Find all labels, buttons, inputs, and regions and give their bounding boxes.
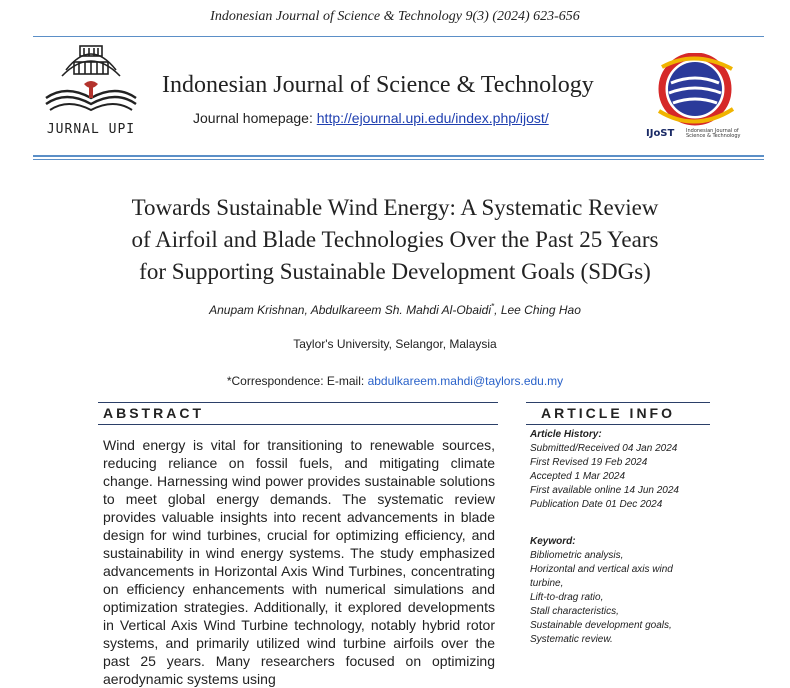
authors [0, 302, 790, 317]
article-info-rule-top [526, 402, 710, 403]
authors-part2: , Lee Ching Hao [494, 303, 581, 317]
correspondence-email[interactable]: abdulkareem.mahdi@taylors.edu.my [367, 374, 564, 388]
keyword-item: Bibliometric analysis, [530, 550, 624, 561]
article-history [530, 428, 710, 512]
journal-name: Indonesian Journal of Science & Technology [162, 72, 594, 98]
abstract-rule-top [98, 402, 498, 403]
homepage-link[interactable]: http://ejournal.upi.edu/index.php/ijost/ [316, 110, 549, 126]
title-line-1: Towards Sustainable Wind Energy: A Systematic Review [131, 195, 659, 220]
history-heading: Article History: [530, 429, 602, 440]
history-item: Submitted/Received 04 Jan 2024 [530, 443, 678, 454]
keyword-item: Stall characteristics, [530, 606, 619, 617]
title-line-2: of Airfoil and Blade Technologies Over the Past 25 Years [131, 227, 659, 252]
journal-homepage [193, 110, 549, 126]
header-divider-thick [33, 155, 764, 157]
corresponding-mark: * [491, 302, 495, 311]
title-line-3: for Supporting Sustainable Development Goals (SDGs) [139, 259, 651, 284]
jurnal-upi-label: JURNAL UPI [46, 122, 136, 137]
ijost-label: IJoST [646, 128, 675, 139]
correspondence [0, 374, 790, 388]
history-item: Accepted 1 Mar 2024 [530, 471, 626, 482]
history-item: First available online 14 Jun 2024 [530, 485, 679, 496]
journal-reference: Indonesian Journal of Science & Technology 9(3) (2024) 623-656 [210, 9, 580, 24]
header-divider-top [33, 36, 764, 37]
abstract-heading: ABSTRACT [103, 405, 204, 421]
article-title [60, 192, 730, 288]
keywords [530, 535, 710, 647]
article-info-rule-bottom [526, 424, 710, 425]
abstract-rule-bottom [98, 424, 498, 425]
keyword-item: Horizontal and vertical axis wind [530, 564, 673, 575]
history-item: Publication Date 01 Dec 2024 [530, 499, 663, 510]
article-info-heading: ARTICLE INFO [541, 405, 675, 421]
history-item: First Revised 19 Feb 2024 [530, 457, 648, 468]
keyword-item: Systematic review. [530, 634, 613, 645]
authors-part1: Anupam Krishnan, Abdulkareem Sh. Mahdi Al-Obaidi [209, 303, 492, 317]
keyword-heading: Keyword: [530, 536, 576, 547]
abstract-text: Wind energy is vital for transitioning to renewable sources, reducing reliance on fossil fuels, and mitigating climate change. Harnessing wind power provides sustainable solutions to meet global energy demands. The systematic review provides valuable insights into recent advancements in blade design for wind turbines, crucial for optimizing efficiency, and sustainability in wind energy systems. The study emphasized advancements in Horizontal Axis Wind Turbines, concentrating on efficiency enhancements with numerical simulations and optimization strategies. Additionally, it explored developments in Vertical Axis Wind Turbine technology, notably hybrid rotor systems, and primarily utilized wind turbine airfoils over the past 25 years. Many researchers focused on optimizing aerodynamic systems using [103, 437, 495, 687]
keyword-item: turbine, [530, 578, 564, 589]
affiliation: Taylor's University, Selangor, Malaysia [293, 337, 497, 351]
homepage-label: Journal homepage: [193, 110, 317, 126]
keyword-item: Lift-to-drag ratio, [530, 592, 604, 603]
ijost-sublabel: Indonesian Journal of Science & Technology [686, 128, 741, 139]
correspondence-label: *Correspondence: E-mail: [226, 374, 368, 388]
header-divider-thin [33, 159, 764, 160]
ijost-logo [637, 53, 747, 135]
keyword-item: Sustainable development goals, [530, 620, 672, 631]
